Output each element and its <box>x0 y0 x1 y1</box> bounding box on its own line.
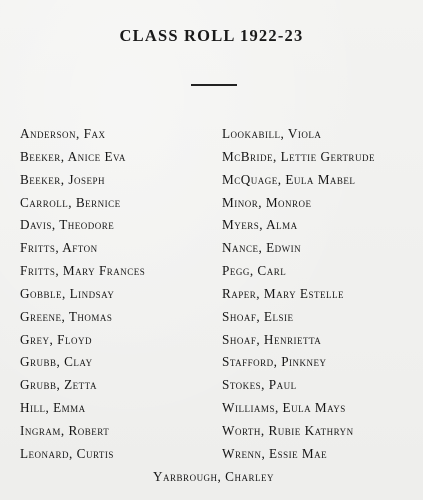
roll-column-left <box>20 123 145 466</box>
roll-name: Ingram, Robert <box>20 422 110 438</box>
roll-name: Leonard, Curtis <box>20 445 114 461</box>
roll-name: Davis, Theodore <box>20 217 115 233</box>
roll-name: Fritts, Mary Frances <box>20 263 146 279</box>
roll-name: Grey, Floyd <box>20 331 92 347</box>
roll-name: Lookabill, Viola <box>222 126 322 141</box>
roll-name: McQuage, Eula Mabel <box>222 171 356 187</box>
roll-name: Shoaf, Elsie <box>222 308 294 324</box>
roll-name: Carroll, Bernice <box>20 194 121 210</box>
roll-name: Minor, Monroe <box>222 194 312 210</box>
roll-name: Fritts, Afton <box>20 240 98 256</box>
roll-name: Stokes, Paul <box>222 377 297 393</box>
roll-name: Stafford, Pinkney <box>222 354 327 370</box>
title-divider <box>191 84 237 86</box>
roll-name: Beeker, Anice Eva <box>20 148 126 164</box>
roll-name-centered: Yarbrough, Charley <box>153 469 274 484</box>
roll-name: Raper, Mary Estelle <box>222 285 344 301</box>
roll-name: Grubb, Clay <box>20 354 93 370</box>
roll-name: Williams, Eula Mays <box>222 400 346 416</box>
roll-name: Worth, Rubie Kathryn <box>222 422 354 438</box>
roll-name: Anderson, Fax <box>20 126 106 141</box>
roll-name: Grubb, Zetta <box>20 377 97 393</box>
roll-name: Nance, Edwin <box>222 240 302 256</box>
roll-name: Gobble, Lindsay <box>20 285 115 301</box>
roll-name: Wrenn, Essie Mae <box>222 445 328 461</box>
roll-column-right <box>222 123 375 466</box>
roll-name: Myers, Alma <box>222 217 298 233</box>
roll-name: Hill, Emma <box>20 400 86 416</box>
roll-name: Beeker, Joseph <box>20 171 106 187</box>
roll-name: McBride, Lettie Gertrude <box>222 148 375 164</box>
roll-name: Shoaf, Henrietta <box>222 331 322 347</box>
page-title: CLASS ROLL 1922-23 <box>119 26 304 45</box>
roll-name: Greene, Thomas <box>20 308 113 324</box>
roll-name: Pegg, Carl <box>222 263 287 279</box>
